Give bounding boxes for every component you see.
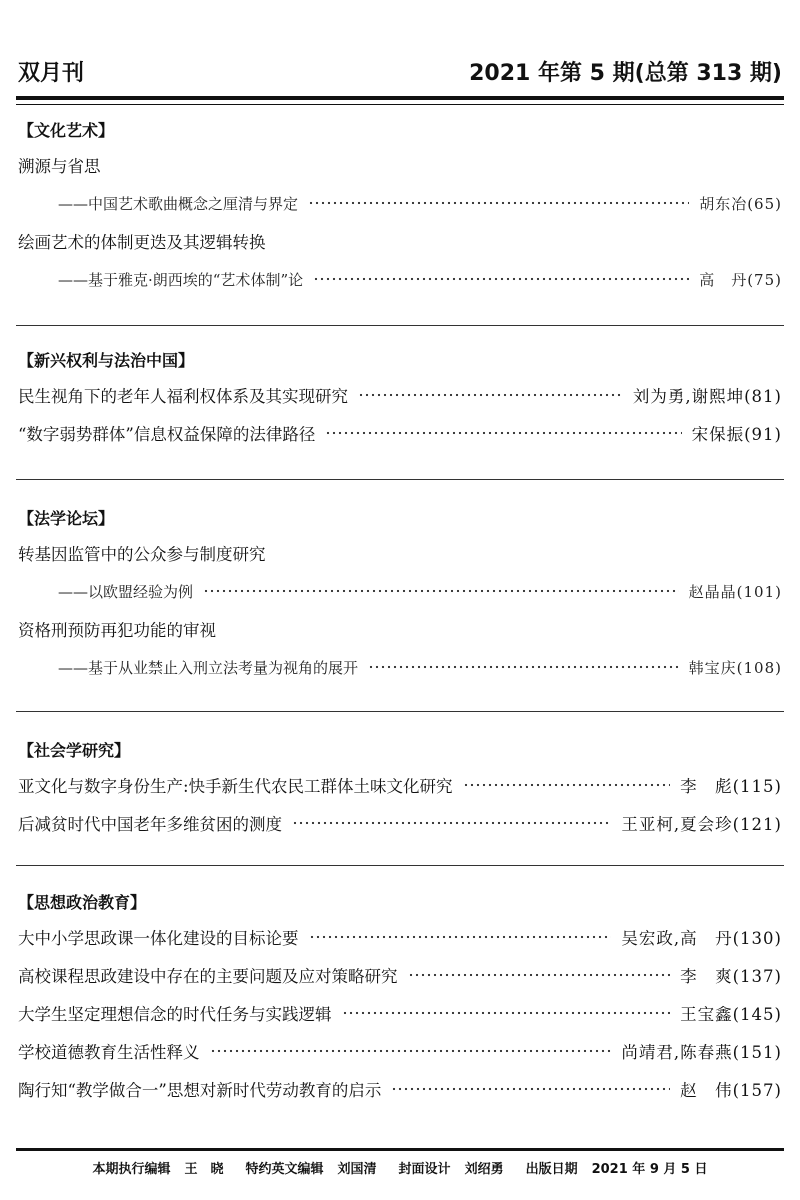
footer-value: 王 晓 (184, 1162, 224, 1177)
author-page: 高 丹(75) (699, 270, 782, 289)
toc-entry-row[interactable] (18, 766, 782, 804)
article-title: 高校课程思政建设中存在的主要问题及应对策略研究 (18, 967, 398, 986)
toc-subtitle-row[interactable] (18, 572, 782, 610)
footer-value: 2021 年 9 月 5 日 (591, 1162, 708, 1177)
article-title: 亚文化与数字身份生产:快手新生代农民工群体土味文化研究 (18, 777, 453, 796)
author-page: 刘为勇,谢熙坤(81) (632, 387, 782, 406)
header-rule-thick (16, 96, 784, 100)
section-title: 【思想政治教育】 (18, 893, 147, 912)
toc-subtitle-row[interactable] (18, 260, 782, 298)
article-title: 绘画艺术的体制更迭及其逻辑转换 (18, 233, 266, 252)
section-title: 【社会学研究】 (18, 741, 131, 760)
section-divider (16, 711, 784, 712)
leader-dots (325, 431, 681, 435)
header-rule-thin (16, 104, 784, 105)
author-page: 宋保振(91) (691, 425, 782, 444)
article-title: 陶行知“教学做合一”思想对新时代劳动教育的启示 (18, 1081, 382, 1100)
author-page: 韩宝庆(108) (688, 658, 782, 677)
article-title: 民生视角下的老年人福利权体系及其实现研究 (18, 387, 348, 406)
section-title: 【新兴权利与法治中国】 (18, 351, 195, 370)
article-subtitle: ——中国艺术歌曲概念之厘清与界定 (58, 194, 299, 213)
article-title: 溯源与省思 (18, 157, 101, 176)
author-page: 李 彪(115) (680, 777, 782, 796)
footer-label: 特约英文编辑 (245, 1162, 324, 1177)
leader-dots (463, 783, 671, 787)
issue-label: 2021 年第 5 期(总第 313 期) (469, 61, 782, 86)
article-title: 大中小学思政课一体化建设的目标论要 (18, 929, 299, 948)
article-subtitle: ——以欧盟经验为例 (58, 582, 194, 601)
footer-label: 封面设计 (398, 1162, 451, 1177)
article-title: 资格刑预防再犯功能的审视 (18, 621, 216, 640)
section-divider (16, 325, 784, 326)
toc-entry-row[interactable] (18, 918, 782, 956)
toc-entry-row[interactable] (18, 994, 782, 1032)
toc-section (18, 504, 782, 686)
author-page: 王亚柯,夏会珍(121) (621, 815, 782, 834)
footer-value: 刘绍勇 (464, 1162, 504, 1177)
leader-dots (342, 1011, 671, 1015)
toc-entry-row[interactable] (18, 956, 782, 994)
author-page: 赵晶晶(101) (688, 582, 782, 601)
toc-section (18, 346, 782, 452)
author-page: 李 爽(137) (680, 967, 782, 986)
toc-subtitle-row[interactable] (18, 184, 782, 222)
toc-entry-row[interactable] (18, 376, 782, 414)
editorial-footer (18, 1158, 782, 1177)
toc-section (18, 116, 782, 298)
author-page: 王宝鑫(145) (680, 1005, 782, 1024)
article-subtitle: ——基于雅克·朗西埃的“艺术体制”论 (58, 270, 304, 289)
leader-dots (292, 821, 611, 825)
article-title: 转基因监管中的公众参与制度研究 (18, 545, 266, 564)
journal-header (18, 56, 782, 87)
toc-entry-row[interactable] (18, 804, 782, 842)
article-title: 大学生坚定理想信念的时代任务与实践逻辑 (18, 1005, 332, 1024)
footer-label: 本期执行编辑 (92, 1162, 171, 1177)
leader-dots (368, 665, 679, 669)
toc-entry-row[interactable] (18, 1032, 782, 1070)
section-title: 【法学论坛】 (18, 509, 115, 528)
footer-label: 出版日期 (525, 1162, 578, 1177)
leader-dots (408, 973, 671, 977)
article-subtitle: ——基于从业禁止入刑立法考量为视角的展开 (58, 658, 359, 677)
author-page: 吴宏政,高 丹(130) (621, 929, 782, 948)
section-title: 【文化艺术】 (18, 121, 115, 140)
footer-value: 刘国清 (337, 1162, 377, 1177)
article-title: 后减贫时代中国老年多维贫困的测度 (18, 815, 282, 834)
author-page: 胡东冶(65) (699, 194, 782, 213)
toc-entry-row[interactable] (18, 534, 782, 572)
leader-dots (203, 589, 679, 593)
toc-section (18, 888, 782, 1108)
toc-entry-row[interactable] (18, 1070, 782, 1108)
leader-dots (358, 393, 623, 397)
section-divider (16, 865, 784, 866)
toc-entry-row[interactable] (18, 610, 782, 648)
author-page: 尚靖君,陈春燕(151) (621, 1043, 782, 1062)
toc-entry-row[interactable] (18, 222, 782, 260)
frequency-label: 双月刊 (18, 61, 85, 86)
leader-dots (391, 1087, 670, 1091)
section-divider (16, 479, 784, 480)
leader-dots (313, 277, 689, 281)
article-title: 学校道德教育生活性释义 (18, 1043, 200, 1062)
toc-section (18, 736, 782, 842)
leader-dots (210, 1049, 612, 1053)
leader-dots (308, 201, 689, 205)
author-page: 赵 伟(157) (680, 1081, 782, 1100)
toc-subtitle-row[interactable] (18, 648, 782, 686)
toc-entry-row[interactable] (18, 414, 782, 452)
footer-rule (16, 1148, 784, 1151)
toc-entry-row[interactable] (18, 146, 782, 184)
leader-dots (309, 935, 612, 939)
article-title: “数字弱势群体”信息权益保障的法律路径 (18, 425, 316, 444)
